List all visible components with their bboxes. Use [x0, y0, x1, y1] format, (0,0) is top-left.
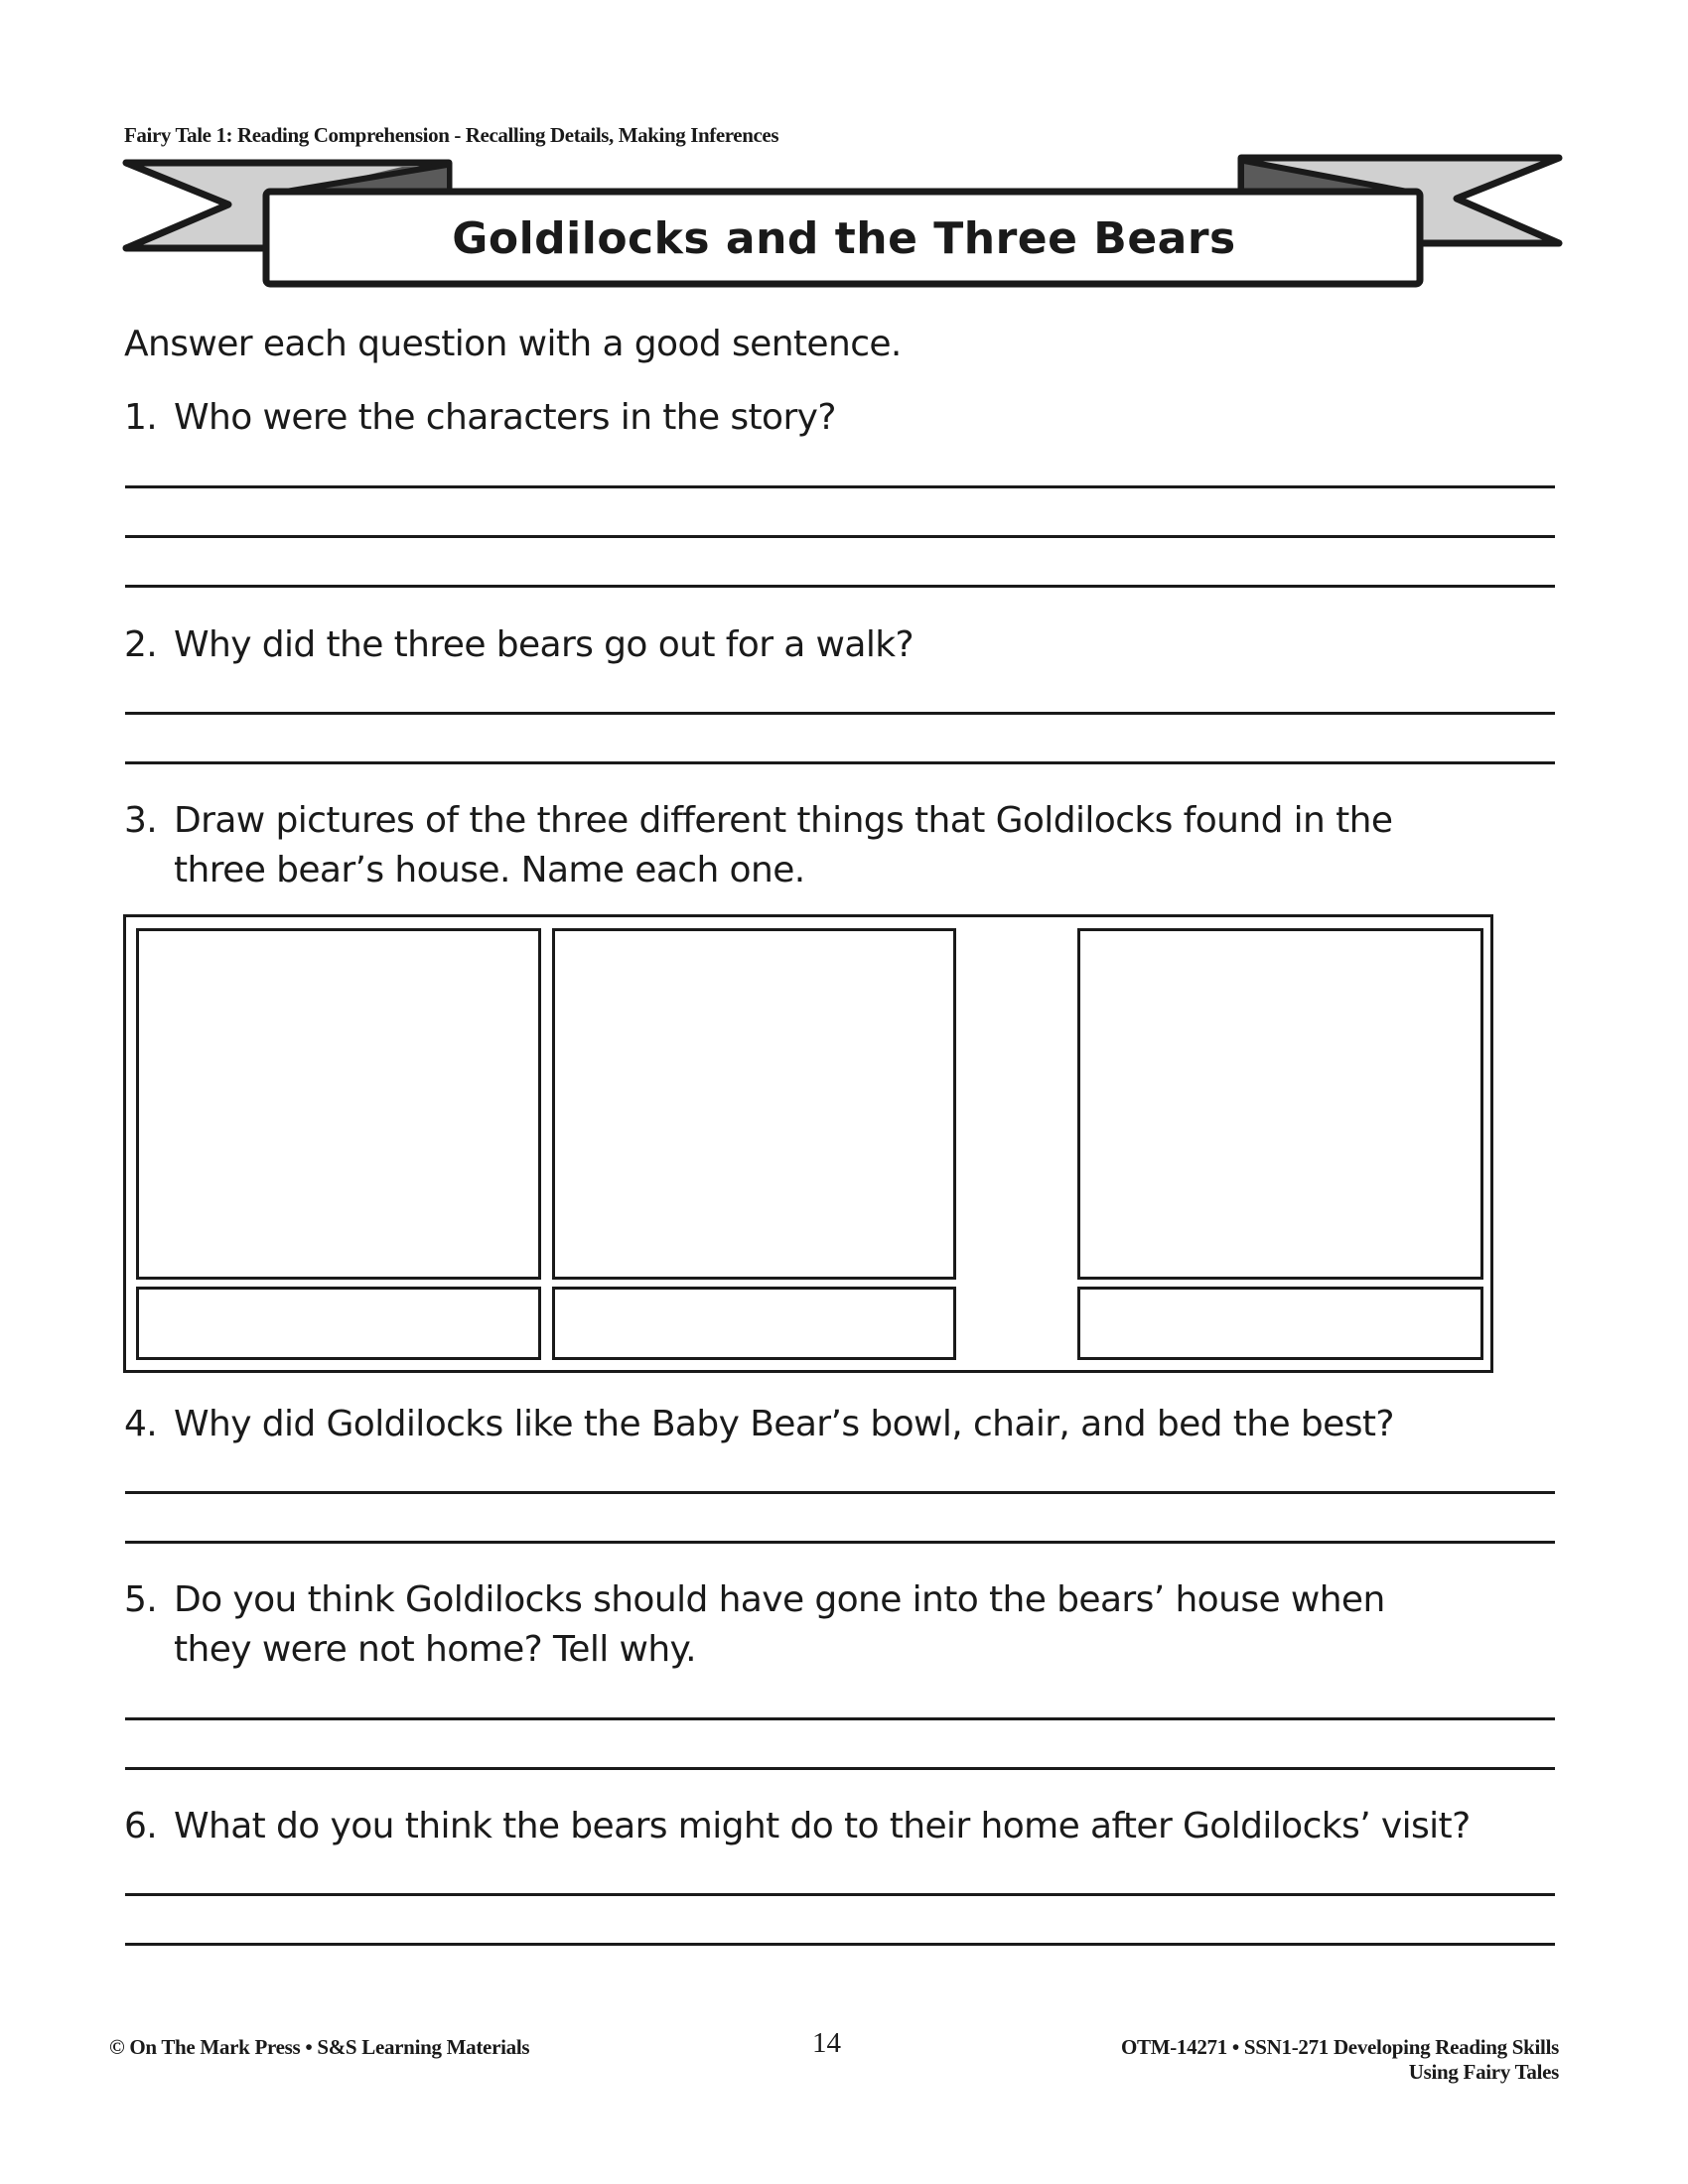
question-1 — [124, 393, 836, 443]
question-5 — [124, 1575, 1385, 1675]
worksheet-subtitle: Fairy Tale 1: Reading Comprehension - Recalling Details, Making Inferences — [124, 123, 779, 147]
question-3 — [124, 796, 1392, 895]
question-6 — [124, 1802, 1471, 1851]
drawing-box-2[interactable] — [552, 928, 956, 1280]
question-text: Do you think Goldilocks should have gone into the bears’ house when — [174, 1579, 1385, 1620]
question-text-continued: three bear’s house. Name each one. — [174, 850, 805, 890]
question-number: 4. — [124, 1404, 158, 1444]
question-text: Why did Goldilocks like the Baby Bear’s bowl, chair, and bed the best? — [174, 1404, 1394, 1444]
question-text: What do you think the bears might do to their home after Goldilocks’ visit? — [174, 1806, 1471, 1846]
answer-line-q2-1[interactable] — [125, 712, 1555, 715]
label-box-3[interactable] — [1077, 1287, 1483, 1360]
answer-line-q5-2[interactable] — [125, 1767, 1555, 1770]
page-title: Goldilocks and the Three Bears — [452, 213, 1236, 264]
answer-line-q6-2[interactable] — [125, 1943, 1555, 1946]
footer-book-title: Using Fairy Tales — [1408, 2060, 1559, 2084]
question-text: Why did the three bears go out for a walk? — [174, 624, 914, 665]
instructions: Answer each question with a good sentence. — [124, 324, 902, 364]
footer-product-code: OTM-14271 • SSN1-271 Developing Reading Skills — [1120, 2035, 1559, 2059]
answer-line-q2-2[interactable] — [125, 761, 1555, 764]
question-text: Draw pictures of the three different things that Goldilocks found in the — [174, 800, 1393, 841]
question-text: Who were the characters in the story? — [174, 397, 836, 438]
drawing-box-1[interactable] — [136, 928, 541, 1280]
question-number: 3. — [124, 800, 158, 841]
page-number: 14 — [812, 2027, 841, 2059]
question-text-continued: they were not home? Tell why. — [174, 1629, 696, 1670]
label-box-2[interactable] — [552, 1287, 956, 1360]
question-number: 5. — [124, 1579, 158, 1620]
answer-line-q1-1[interactable] — [125, 485, 1555, 488]
footer-publisher: © On The Mark Press • S&S Learning Materials — [109, 2035, 530, 2059]
question-number: 6. — [124, 1806, 158, 1846]
answer-line-q1-2[interactable] — [125, 535, 1555, 538]
answer-line-q5-1[interactable] — [125, 1717, 1555, 1720]
question-4 — [124, 1400, 1394, 1449]
answer-line-q6-1[interactable] — [125, 1893, 1555, 1896]
question-number: 1. — [124, 397, 158, 438]
question-2 — [124, 620, 914, 670]
answer-line-q1-3[interactable] — [125, 585, 1555, 588]
question-number: 2. — [124, 624, 158, 665]
drawing-box-3[interactable] — [1077, 928, 1483, 1280]
drawing-area — [123, 914, 1493, 1373]
label-box-1[interactable] — [136, 1287, 541, 1360]
answer-line-q4-1[interactable] — [125, 1491, 1555, 1494]
answer-line-q4-2[interactable] — [125, 1541, 1555, 1544]
